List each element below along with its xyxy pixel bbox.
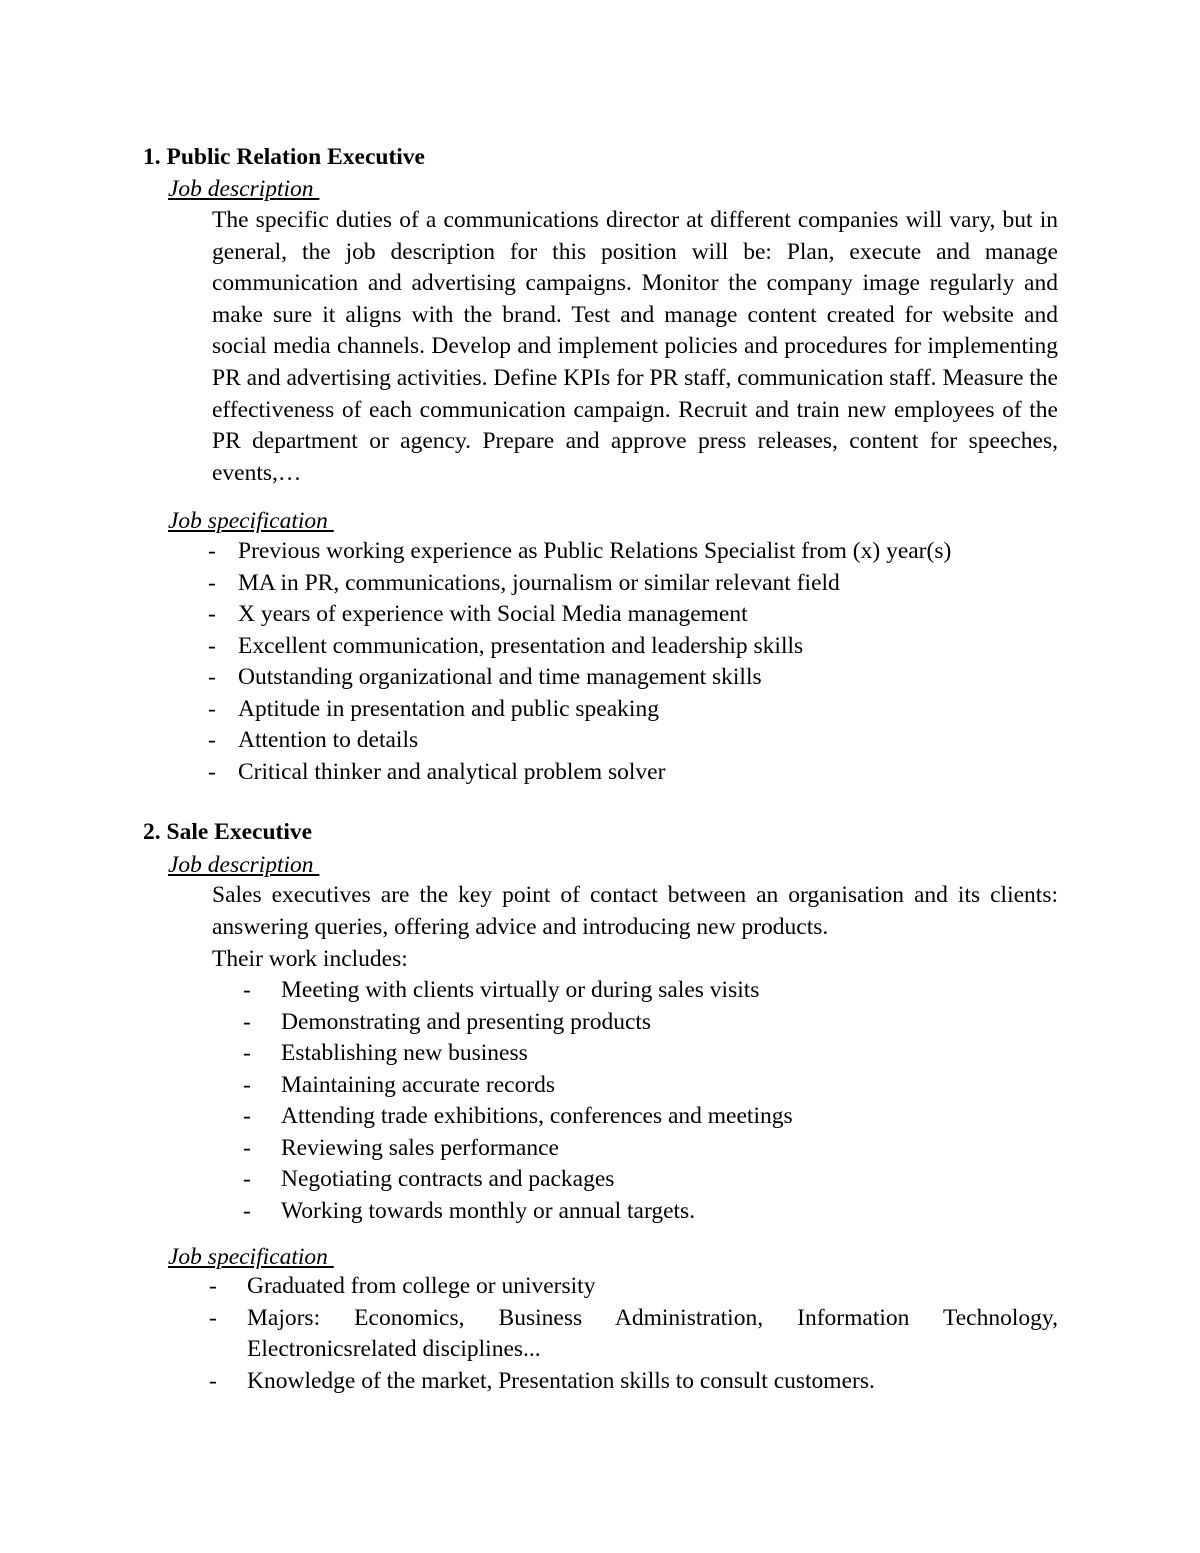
dash-bullet: - bbox=[243, 1008, 251, 1035]
dash-bullet: - bbox=[243, 1134, 251, 1161]
section-1-heading: 1. Public Relation Executive bbox=[143, 144, 425, 170]
dash-bullet: - bbox=[209, 1304, 217, 1331]
list-item: - Attention to details bbox=[238, 725, 1058, 757]
list-item: - Excellent communication, presentation and leadership skills bbox=[238, 631, 1058, 663]
list-item: - Working towards monthly or annual targets. bbox=[281, 1196, 1058, 1228]
dash-bullet: - bbox=[243, 1071, 251, 1098]
list-item: - Maintaining accurate records bbox=[281, 1070, 1058, 1102]
dash-bullet: - bbox=[208, 727, 216, 753]
section-1-job-specification-label: Job specification bbox=[168, 508, 334, 534]
section-2-heading: 2. Sale Executive bbox=[143, 819, 313, 845]
list-item: - Attending trade exhibitions, conferences and meetings bbox=[281, 1101, 1058, 1133]
list-item: - Outstanding organizational and time management skills bbox=[238, 662, 1058, 694]
list-item: - Negotiating contracts and packages bbox=[281, 1164, 1058, 1196]
dash-bullet: - bbox=[208, 632, 216, 659]
dash-bullet: - bbox=[243, 1103, 251, 1129]
dash-bullet: - bbox=[209, 1273, 217, 1299]
dash-bullet: - bbox=[209, 1367, 217, 1394]
list-item: - Reviewing sales performance bbox=[281, 1133, 1058, 1165]
list-item: - Aptitude in presentation and public speaking bbox=[238, 694, 1058, 726]
list-item: - Knowledge of the market, Presentation skills to consult customers. bbox=[247, 1366, 1058, 1398]
list-item: - X years of experience with Social Media management bbox=[238, 599, 1058, 631]
dash-bullet: - bbox=[243, 1197, 251, 1224]
dash-bullet: - bbox=[208, 695, 216, 722]
list-item: - Establishing new business bbox=[281, 1038, 1058, 1070]
list-item: - MA in PR, communications, journalism or similar relevant field bbox=[238, 568, 1058, 600]
list-item: - Meeting with clients virtually or during sales visits bbox=[281, 975, 1058, 1007]
section-1-job-description-text: The specific duties of a communications director at different companies will vary, but in general, the job description for this position will be: Plan, execute and manage communication and advertising campaigns. Monitor the company image regularly and make sure it aligns with the brand. Test and manage content created for website and social media channels. Develop and implement policies and procedures for implementing PR and advertising activities. Define KPIs for PR staff, communication staff. Measure the effectiveness of each communication campaign. Recruit and train new employees of the PR department or agency. Prepare and approve press releases, content for speeches, events,… bbox=[212, 207, 1058, 486]
section-1-specification-list bbox=[208, 536, 1058, 788]
dash-bullet: - bbox=[208, 538, 216, 564]
section-2-job-description-label: Job description bbox=[168, 852, 320, 878]
list-item: - Graduated from college or university bbox=[247, 1271, 1058, 1303]
dash-bullet: - bbox=[243, 1040, 251, 1066]
list-item: - Demonstrating and presenting products bbox=[281, 1007, 1058, 1039]
list-item: - Majors: Economics, Business Administration, Information Technology, Electronicsrelated disciplines... bbox=[209, 1304, 1058, 1362]
dash-bullet: - bbox=[208, 569, 216, 596]
dash-bullet: - bbox=[243, 977, 251, 1003]
section-2-job-description-text: Sales executives are the key point of contact between an organisation and its clients: answering queries, offering advice and introducing new products. bbox=[212, 882, 1058, 940]
section-2-work-list bbox=[243, 975, 1058, 1227]
section-2-work-intro: Their work includes: bbox=[212, 946, 408, 972]
section-1-job-description-label: Job description bbox=[168, 176, 320, 202]
list-item: - Critical thinker and analytical problem solver bbox=[238, 757, 1058, 789]
dash-bullet: - bbox=[208, 601, 216, 627]
section-2-job-specification-label: Job specification bbox=[168, 1244, 334, 1270]
section-2-specification-list bbox=[209, 1271, 1058, 1397]
dash-bullet: - bbox=[208, 664, 216, 690]
dash-bullet: - bbox=[208, 758, 216, 785]
list-item: - Previous working experience as Public Relations Specialist from (x) year(s) bbox=[238, 536, 1058, 568]
dash-bullet: - bbox=[243, 1166, 251, 1192]
